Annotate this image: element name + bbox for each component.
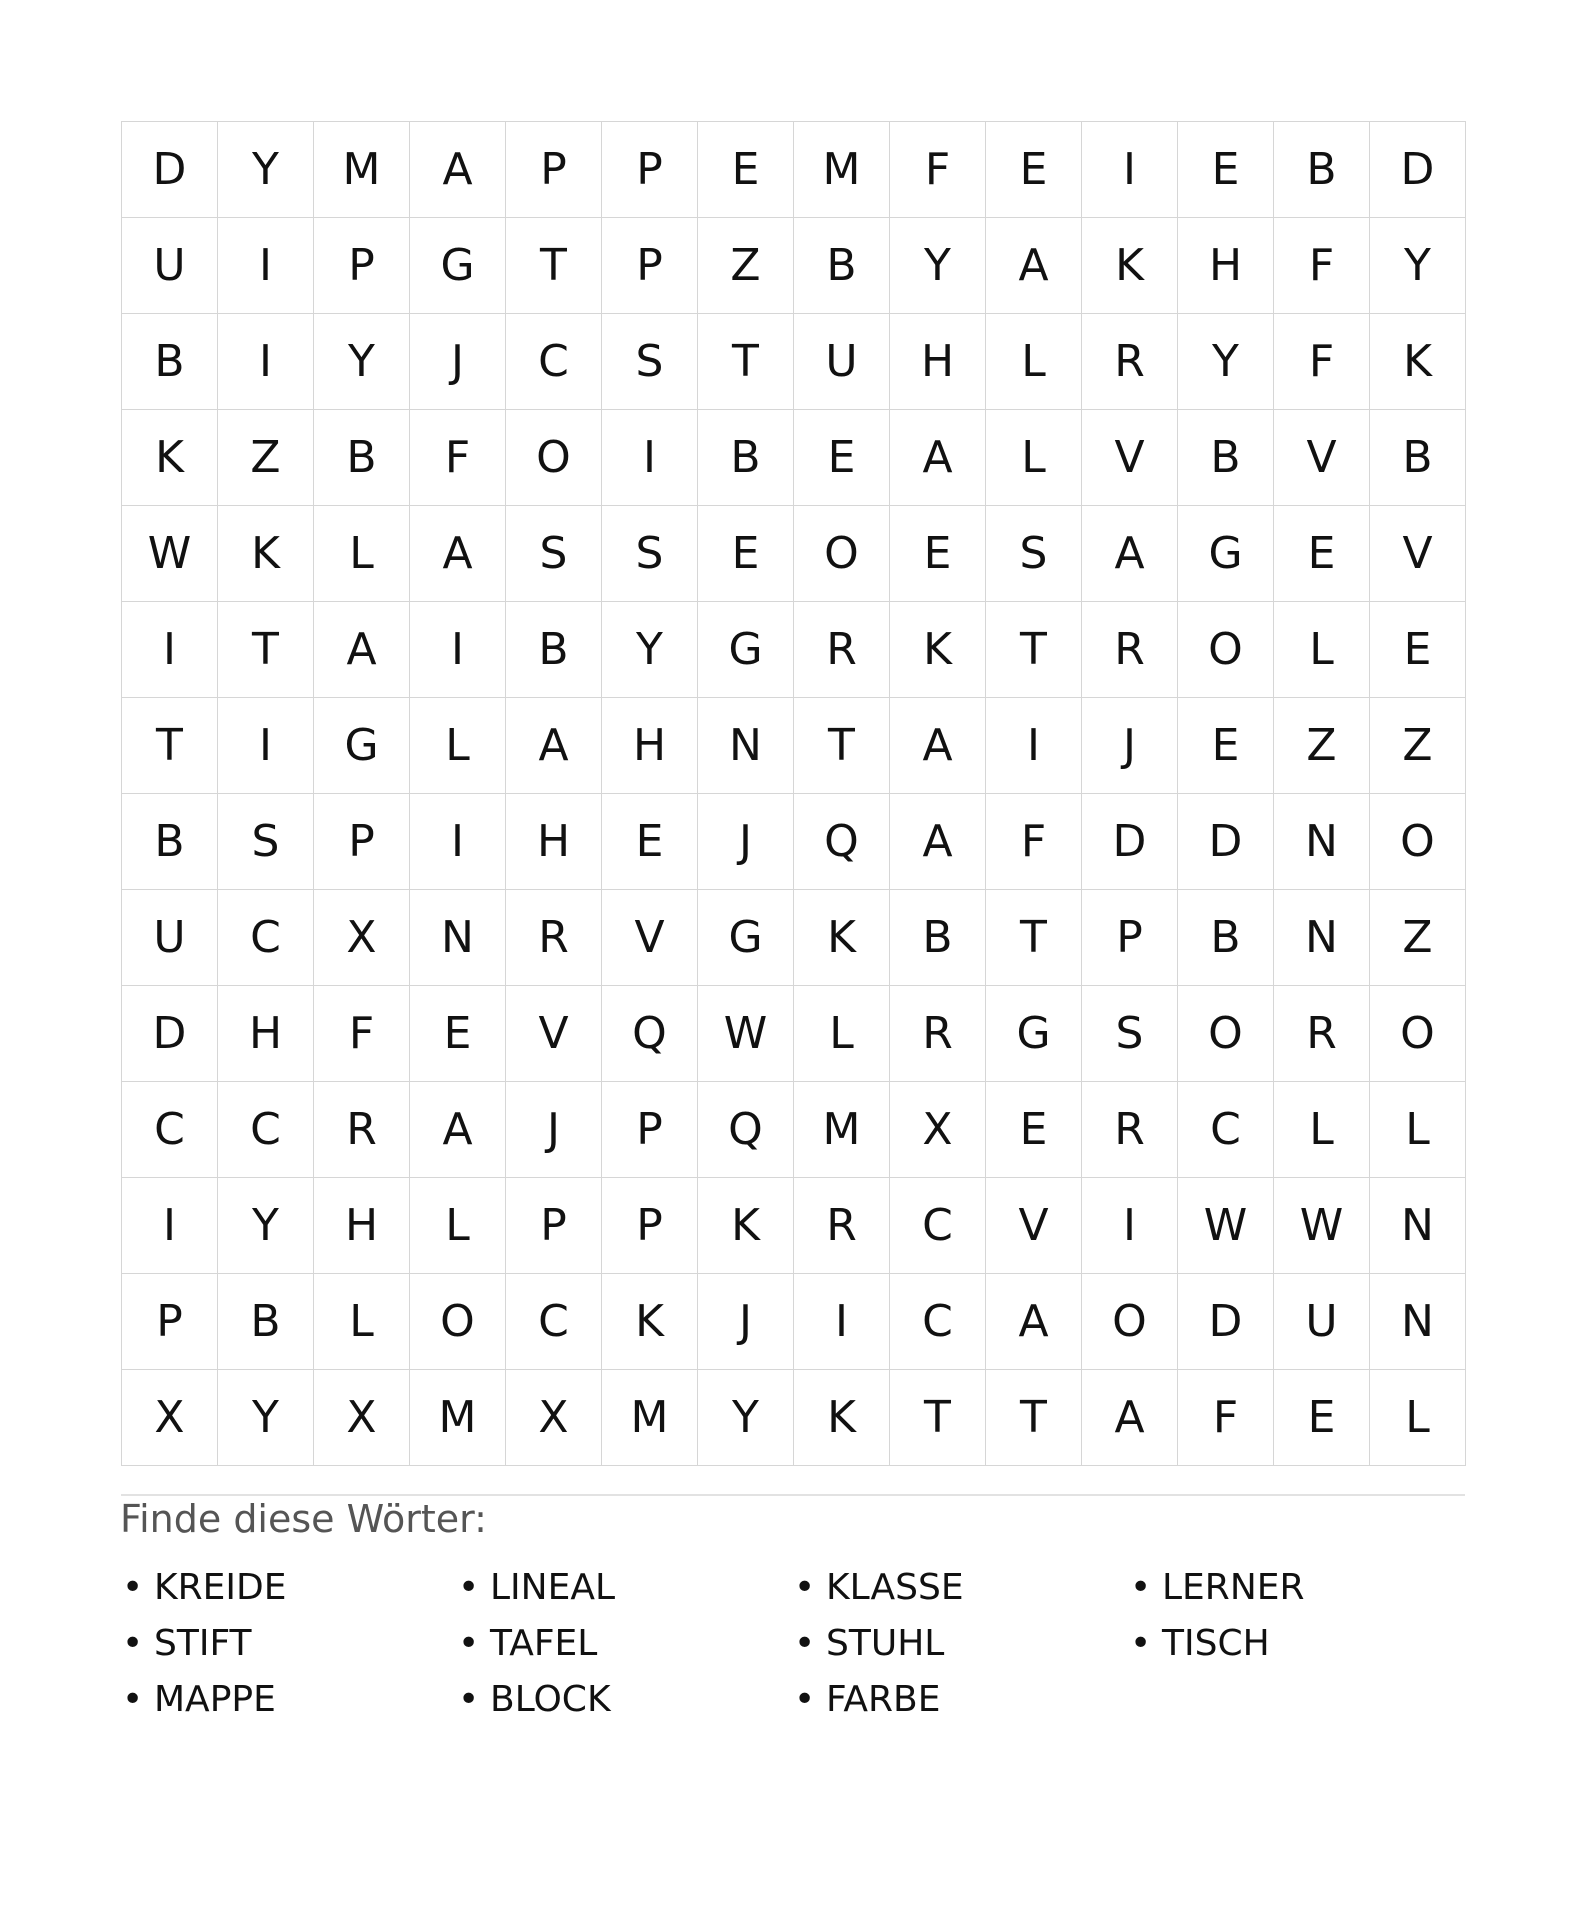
grid-cell-r11-c7[interactable]: Q <box>698 1082 794 1178</box>
grid-cell-r11-c13[interactable]: L <box>1274 1082 1370 1178</box>
grid-cell-r2-c11[interactable]: K <box>1082 218 1178 314</box>
bullet-icon: • <box>1130 1622 1152 1664</box>
word-list-item <box>794 1671 1130 1727</box>
grid-cell-r6-c4[interactable]: I <box>410 602 506 698</box>
grid-cell-r11-c2[interactable]: C <box>218 1082 314 1178</box>
grid-cell-r6-c2[interactable]: T <box>218 602 314 698</box>
grid-cell-r11-c3[interactable]: R <box>314 1082 410 1178</box>
grid-cell-r6-c9[interactable]: K <box>890 602 986 698</box>
grid-cell-r3-c8[interactable]: U <box>794 314 890 410</box>
grid-cell-r11-c11[interactable]: R <box>1082 1082 1178 1178</box>
grid-cell-r12-c13[interactable]: W <box>1274 1178 1370 1274</box>
word-label: LINEAL <box>490 1566 616 1608</box>
grid-cell-r9-c7[interactable]: G <box>698 890 794 986</box>
grid-cell-r2-c1[interactable]: U <box>122 218 218 314</box>
grid-cell-r5-c4[interactable]: A <box>410 506 506 602</box>
grid-cell-r8-c6[interactable]: E <box>602 794 698 890</box>
grid-cell-r2-c14[interactable]: Y <box>1370 218 1466 314</box>
grid-cell-r5-c10[interactable]: S <box>986 506 1082 602</box>
grid-cell-r1-c2[interactable]: Y <box>218 122 314 218</box>
grid-cell-r14-c4[interactable]: M <box>410 1370 506 1466</box>
grid-cell-r5-c12[interactable]: G <box>1178 506 1274 602</box>
grid-cell-r1-c13[interactable]: B <box>1274 122 1370 218</box>
grid-cell-r14-c6[interactable]: M <box>602 1370 698 1466</box>
word-list-item <box>1130 1559 1466 1615</box>
grid-cell-r13-c4[interactable]: O <box>410 1274 506 1370</box>
grid-cell-r12-c11[interactable]: I <box>1082 1178 1178 1274</box>
bullet-icon: • <box>458 1678 480 1720</box>
grid-cell-r3-c1[interactable]: B <box>122 314 218 410</box>
grid-cell-r2-c12[interactable]: H <box>1178 218 1274 314</box>
grid-cell-r10-c14[interactable]: O <box>1370 986 1466 1082</box>
grid-cell-r8-c5[interactable]: H <box>506 794 602 890</box>
word-list <box>122 1559 1466 1727</box>
grid-cell-r8-c8[interactable]: Q <box>794 794 890 890</box>
grid-cell-r1-c9[interactable]: F <box>890 122 986 218</box>
grid-cell-r3-c3[interactable]: Y <box>314 314 410 410</box>
grid-cell-r7-c3[interactable]: G <box>314 698 410 794</box>
grid-cell-r1-c11[interactable]: I <box>1082 122 1178 218</box>
grid-cell-r5-c3[interactable]: L <box>314 506 410 602</box>
grid-cell-r14-c5[interactable]: X <box>506 1370 602 1466</box>
bullet-icon: • <box>458 1622 480 1664</box>
grid-cell-r2-c9[interactable]: Y <box>890 218 986 314</box>
word-list-item <box>458 1615 794 1671</box>
grid-cell-r7-c8[interactable]: T <box>794 698 890 794</box>
grid-cell-r7-c13[interactable]: Z <box>1274 698 1370 794</box>
word-list-item <box>122 1671 458 1727</box>
grid-cell-r9-c10[interactable]: T <box>986 890 1082 986</box>
grid-cell-r3-c11[interactable]: R <box>1082 314 1178 410</box>
bullet-icon: • <box>794 1566 816 1608</box>
grid-cell-r13-c11[interactable]: O <box>1082 1274 1178 1370</box>
grid-cell-r3-c12[interactable]: Y <box>1178 314 1274 410</box>
grid-cell-r13-c12[interactable]: D <box>1178 1274 1274 1370</box>
grid-cell-r11-c8[interactable]: M <box>794 1082 890 1178</box>
word-list-item <box>458 1559 794 1615</box>
grid-cell-r3-c10[interactable]: L <box>986 314 1082 410</box>
grid-cell-r2-c3[interactable]: P <box>314 218 410 314</box>
grid-cell-r12-c8[interactable]: R <box>794 1178 890 1274</box>
grid-cell-r13-c2[interactable]: B <box>218 1274 314 1370</box>
grid-cell-r9-c9[interactable]: B <box>890 890 986 986</box>
word-label: MAPPE <box>154 1678 276 1720</box>
grid-cell-r1-c3[interactable]: M <box>314 122 410 218</box>
grid-cell-r14-c3[interactable]: X <box>314 1370 410 1466</box>
grid-cell-r11-c1[interactable]: C <box>122 1082 218 1178</box>
grid-cell-r8-c4[interactable]: I <box>410 794 506 890</box>
grid-cell-r14-c10[interactable]: T <box>986 1370 1082 1466</box>
grid-cell-r8-c12[interactable]: D <box>1178 794 1274 890</box>
word-list-item <box>794 1615 1130 1671</box>
grid-cell-r14-c1[interactable]: X <box>122 1370 218 1466</box>
word-list-item <box>794 1559 1130 1615</box>
grid-cell-r8-c11[interactable]: D <box>1082 794 1178 890</box>
grid-cell-r14-c11[interactable]: A <box>1082 1370 1178 1466</box>
grid-cell-r13-c6[interactable]: K <box>602 1274 698 1370</box>
grid-cell-r12-c6[interactable]: P <box>602 1178 698 1274</box>
grid-cell-r11-c14[interactable]: L <box>1370 1082 1466 1178</box>
grid-cell-r13-c5[interactable]: C <box>506 1274 602 1370</box>
grid-cell-r6-c10[interactable]: T <box>986 602 1082 698</box>
grid-cell-r10-c7[interactable]: W <box>698 986 794 1082</box>
grid-cell-r10-c4[interactable]: E <box>410 986 506 1082</box>
grid-cell-r8-c7[interactable]: J <box>698 794 794 890</box>
grid-cell-r8-c14[interactable]: O <box>1370 794 1466 890</box>
grid-cell-r2-c5[interactable]: T <box>506 218 602 314</box>
grid-cell-r13-c13[interactable]: U <box>1274 1274 1370 1370</box>
grid-cell-r8-c9[interactable]: A <box>890 794 986 890</box>
grid-cell-r2-c13[interactable]: F <box>1274 218 1370 314</box>
grid-cell-r4-c8[interactable]: E <box>794 410 890 506</box>
grid-cell-r5-c2[interactable]: K <box>218 506 314 602</box>
grid-cell-r5-c6[interactable]: S <box>602 506 698 602</box>
grid-cell-r9-c3[interactable]: X <box>314 890 410 986</box>
word-label: TISCH <box>1162 1622 1270 1664</box>
grid-cell-r10-c1[interactable]: D <box>122 986 218 1082</box>
grid-cell-r7-c12[interactable]: E <box>1178 698 1274 794</box>
grid-cell-r7-c7[interactable]: N <box>698 698 794 794</box>
word-list-item <box>122 1615 458 1671</box>
grid-cell-r6-c5[interactable]: B <box>506 602 602 698</box>
grid-cell-r7-c11[interactable]: J <box>1082 698 1178 794</box>
grid-cell-r3-c14[interactable]: K <box>1370 314 1466 410</box>
grid-cell-r14-c7[interactable]: Y <box>698 1370 794 1466</box>
grid-cell-r14-c14[interactable]: L <box>1370 1370 1466 1466</box>
grid-cell-r4-c12[interactable]: B <box>1178 410 1274 506</box>
word-label: BLOCK <box>490 1678 611 1720</box>
grid-cell-r12-c10[interactable]: V <box>986 1178 1082 1274</box>
grid-cell-r9-c11[interactable]: P <box>1082 890 1178 986</box>
grid-cell-r1-c10[interactable]: E <box>986 122 1082 218</box>
grid-cell-r2-c10[interactable]: A <box>986 218 1082 314</box>
grid-cell-r9-c6[interactable]: V <box>602 890 698 986</box>
grid-cell-r1-c4[interactable]: A <box>410 122 506 218</box>
grid-cell-r6-c6[interactable]: Y <box>602 602 698 698</box>
grid-cell-r8-c13[interactable]: N <box>1274 794 1370 890</box>
grid-cell-r10-c5[interactable]: V <box>506 986 602 1082</box>
grid-cell-r14-c2[interactable]: Y <box>218 1370 314 1466</box>
grid-cell-r7-c9[interactable]: A <box>890 698 986 794</box>
grid-cell-r7-c2[interactable]: I <box>218 698 314 794</box>
grid-cell-r5-c9[interactable]: E <box>890 506 986 602</box>
grid-cell-r12-c9[interactable]: C <box>890 1178 986 1274</box>
grid-cell-r4-c14[interactable]: B <box>1370 410 1466 506</box>
grid-cell-r12-c14[interactable]: N <box>1370 1178 1466 1274</box>
grid-cell-r5-c13[interactable]: E <box>1274 506 1370 602</box>
grid-cell-r3-c7[interactable]: T <box>698 314 794 410</box>
grid-cell-r11-c5[interactable]: J <box>506 1082 602 1178</box>
grid-cell-r3-c9[interactable]: H <box>890 314 986 410</box>
grid-cell-r4-c9[interactable]: A <box>890 410 986 506</box>
grid-cell-r2-c6[interactable]: P <box>602 218 698 314</box>
grid-cell-r11-c9[interactable]: X <box>890 1082 986 1178</box>
grid-cell-r6-c11[interactable]: R <box>1082 602 1178 698</box>
grid-cell-r12-c7[interactable]: K <box>698 1178 794 1274</box>
grid-cell-r12-c5[interactable]: P <box>506 1178 602 1274</box>
grid-cell-r8-c3[interactable]: P <box>314 794 410 890</box>
grid-cell-r2-c2[interactable]: I <box>218 218 314 314</box>
grid-cell-r10-c13[interactable]: R <box>1274 986 1370 1082</box>
grid-cell-r4-c5[interactable]: O <box>506 410 602 506</box>
grid-cell-r1-c12[interactable]: E <box>1178 122 1274 218</box>
grid-cell-r10-c3[interactable]: F <box>314 986 410 1082</box>
grid-cell-r6-c14[interactable]: E <box>1370 602 1466 698</box>
grid-cell-r12-c1[interactable]: I <box>122 1178 218 1274</box>
grid-cell-r1-c6[interactable]: P <box>602 122 698 218</box>
grid-cell-r9-c12[interactable]: B <box>1178 890 1274 986</box>
word-label: TAFEL <box>490 1622 598 1664</box>
grid-cell-r4-c3[interactable]: B <box>314 410 410 506</box>
word-label: FARBE <box>826 1678 941 1720</box>
bullet-icon: • <box>794 1622 816 1664</box>
grid-cell-r13-c10[interactable]: A <box>986 1274 1082 1370</box>
grid-cell-r8-c2[interactable]: S <box>218 794 314 890</box>
grid-cell-r10-c10[interactable]: G <box>986 986 1082 1082</box>
grid-cell-r10-c12[interactable]: O <box>1178 986 1274 1082</box>
grid-cell-r6-c7[interactable]: G <box>698 602 794 698</box>
grid-cell-r13-c7[interactable]: J <box>698 1274 794 1370</box>
grid-cell-r5-c11[interactable]: A <box>1082 506 1178 602</box>
grid-cell-r9-c8[interactable]: K <box>794 890 890 986</box>
word-label: STIFT <box>154 1622 252 1664</box>
grid-cell-r11-c6[interactable]: P <box>602 1082 698 1178</box>
grid-cell-r11-c12[interactable]: C <box>1178 1082 1274 1178</box>
grid-cell-r5-c7[interactable]: E <box>698 506 794 602</box>
grid-cell-r10-c2[interactable]: H <box>218 986 314 1082</box>
grid-cell-r14-c9[interactable]: T <box>890 1370 986 1466</box>
grid-cell-r1-c14[interactable]: D <box>1370 122 1466 218</box>
grid-cell-r9-c1[interactable]: U <box>122 890 218 986</box>
grid-cell-r7-c4[interactable]: L <box>410 698 506 794</box>
grid-cell-r2-c7[interactable]: Z <box>698 218 794 314</box>
bullet-icon: • <box>122 1566 144 1608</box>
grid-cell-r14-c8[interactable]: K <box>794 1370 890 1466</box>
grid-cell-r14-c12[interactable]: F <box>1178 1370 1274 1466</box>
grid-cell-r3-c5[interactable]: C <box>506 314 602 410</box>
bullet-icon: • <box>122 1678 144 1720</box>
grid-cell-r5-c5[interactable]: S <box>506 506 602 602</box>
grid-cell-r5-c1[interactable]: W <box>122 506 218 602</box>
grid-cell-r10-c9[interactable]: R <box>890 986 986 1082</box>
word-list-item <box>122 1559 458 1615</box>
grid-cell-r1-c1[interactable]: D <box>122 122 218 218</box>
word-label: KLASSE <box>826 1566 964 1608</box>
word-label: LERNER <box>1162 1566 1305 1608</box>
grid-cell-r6-c13[interactable]: L <box>1274 602 1370 698</box>
grid-cell-r13-c8[interactable]: I <box>794 1274 890 1370</box>
grid-cell-r7-c14[interactable]: Z <box>1370 698 1466 794</box>
grid-cell-r6-c3[interactable]: A <box>314 602 410 698</box>
grid-cell-r8-c1[interactable]: B <box>122 794 218 890</box>
grid-cell-r1-c7[interactable]: E <box>698 122 794 218</box>
grid-cell-r13-c9[interactable]: C <box>890 1274 986 1370</box>
grid-cell-r11-c10[interactable]: E <box>986 1082 1082 1178</box>
grid-cell-r12-c2[interactable]: Y <box>218 1178 314 1274</box>
grid-cell-r3-c4[interactable]: J <box>410 314 506 410</box>
bullet-icon: • <box>1130 1566 1152 1608</box>
grid-cell-r10-c11[interactable]: S <box>1082 986 1178 1082</box>
grid-cell-r12-c4[interactable]: L <box>410 1178 506 1274</box>
grid-cell-r13-c3[interactable]: L <box>314 1274 410 1370</box>
grid-cell-r4-c7[interactable]: B <box>698 410 794 506</box>
grid-cell-r8-c10[interactable]: F <box>986 794 1082 890</box>
grid-cell-r2-c4[interactable]: G <box>410 218 506 314</box>
grid-cell-r14-c13[interactable]: E <box>1274 1370 1370 1466</box>
grid-cell-r1-c8[interactable]: M <box>794 122 890 218</box>
grid-cell-r7-c5[interactable]: A <box>506 698 602 794</box>
grid-cell-r4-c10[interactable]: L <box>986 410 1082 506</box>
grid-cell-r1-c5[interactable]: P <box>506 122 602 218</box>
grid-cell-r3-c13[interactable]: F <box>1274 314 1370 410</box>
grid-cell-r9-c5[interactable]: R <box>506 890 602 986</box>
grid-cell-r7-c1[interactable]: T <box>122 698 218 794</box>
grid-cell-r2-c8[interactable]: B <box>794 218 890 314</box>
grid-cell-r9-c2[interactable]: C <box>218 890 314 986</box>
bullet-icon: • <box>122 1622 144 1664</box>
grid-cell-r10-c6[interactable]: Q <box>602 986 698 1082</box>
word-list-item <box>1130 1615 1466 1671</box>
grid-cell-r7-c10[interactable]: I <box>986 698 1082 794</box>
grid-cell-r4-c13[interactable]: V <box>1274 410 1370 506</box>
grid-cell-r12-c12[interactable]: W <box>1178 1178 1274 1274</box>
grid-cell-r3-c2[interactable]: I <box>218 314 314 410</box>
word-list-title: Finde diese Wörter: <box>120 1497 487 1541</box>
grid-cell-r12-c3[interactable]: H <box>314 1178 410 1274</box>
grid-cell-r9-c14[interactable]: Z <box>1370 890 1466 986</box>
word-label: KREIDE <box>154 1566 287 1608</box>
grid-cell-r6-c1[interactable]: I <box>122 602 218 698</box>
bullet-icon: • <box>794 1678 816 1720</box>
grid-cell-r5-c8[interactable]: O <box>794 506 890 602</box>
bullet-icon: • <box>458 1566 480 1608</box>
grid-cell-r4-c6[interactable]: I <box>602 410 698 506</box>
grid-cell-r13-c1[interactable]: P <box>122 1274 218 1370</box>
grid-cell-r6-c8[interactable]: R <box>794 602 890 698</box>
grid-cell-r4-c4[interactable]: F <box>410 410 506 506</box>
word-search-grid <box>121 121 1466 1466</box>
divider <box>121 1494 1465 1496</box>
grid-cell-r10-c8[interactable]: L <box>794 986 890 1082</box>
grid-cell-r3-c6[interactable]: S <box>602 314 698 410</box>
grid-cell-r4-c2[interactable]: Z <box>218 410 314 506</box>
grid-cell-r9-c4[interactable]: N <box>410 890 506 986</box>
grid-cell-r11-c4[interactable]: A <box>410 1082 506 1178</box>
grid-cell-r9-c13[interactable]: N <box>1274 890 1370 986</box>
grid-cell-r4-c1[interactable]: K <box>122 410 218 506</box>
grid-cell-r5-c14[interactable]: V <box>1370 506 1466 602</box>
grid-cell-r13-c14[interactable]: N <box>1370 1274 1466 1370</box>
grid-cell-r7-c6[interactable]: H <box>602 698 698 794</box>
grid-cell-r4-c11[interactable]: V <box>1082 410 1178 506</box>
word-label: STUHL <box>826 1622 945 1664</box>
word-list-item <box>458 1671 794 1727</box>
grid-cell-r6-c12[interactable]: O <box>1178 602 1274 698</box>
